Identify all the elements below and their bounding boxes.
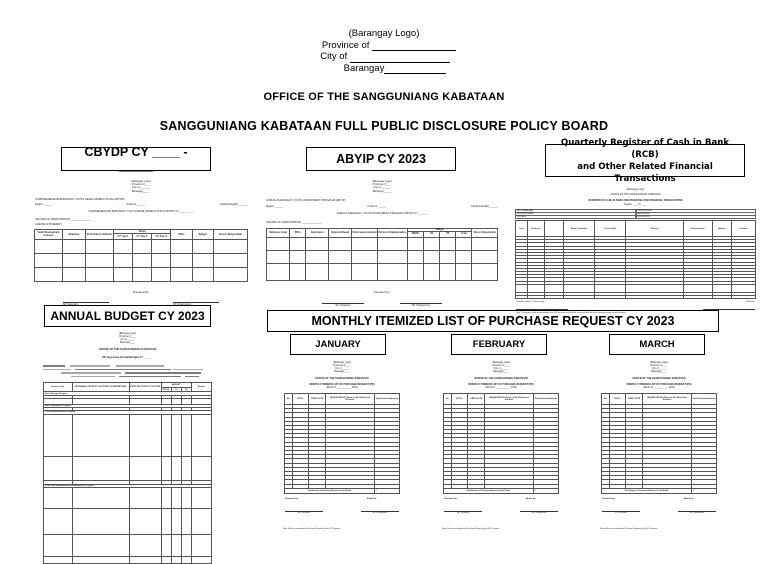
ab-col-amount: Amount <box>191 383 211 392</box>
annual-budget-table <box>43 382 212 564</box>
ab-section-youth-dev: II. SK Youth Development and Empowerment Program <box>44 484 212 487</box>
abyip-logo: (Barangay Logo) <box>372 180 392 183</box>
ab-title: SK Approved Annual Budget CY ______ <box>102 355 153 359</box>
label-abyip-text: ABYIP CY 2023 <box>336 152 426 166</box>
pr-feb-sig-treasurer: SK Treasurer <box>444 511 482 514</box>
pr-jan-barangay: Barangay____ <box>334 370 350 373</box>
abyip-province-field: Province ______ <box>367 204 387 208</box>
table-row <box>35 267 248 281</box>
abyip-sig-chairperson: SK Chairperson <box>400 303 442 307</box>
label-month-february-text: FEBRUARY <box>472 339 526 350</box>
cbydp-header-row <box>35 229 248 233</box>
abyip-col-period: Period of Implementation <box>377 228 407 237</box>
pr-feb-title: MONTHLY ITEMIZED LIST OF PURCHASE REQUEST (PR) <box>468 383 534 387</box>
cbydp-logo: (Barangay Logo) <box>131 180 151 183</box>
pr-mar-city: City of______ <box>651 367 667 370</box>
pr-mar-header-row <box>602 393 717 404</box>
ab-section-receipts: Part I. Receipts Program <box>44 392 212 395</box>
abyip-center-participation: CENTER OF PARTICIPATION ______________ <box>266 220 322 224</box>
pr-feb-office: OFFICE OF THE SANGGUNIANG KABATAAN <box>474 377 528 380</box>
cbydp-col-concern: Youth Development Concern <box>35 229 63 239</box>
pr-feb-month: (Month of ___________, 2023) <box>485 387 517 390</box>
label-abyip <box>306 147 456 171</box>
pr-january-table <box>284 393 400 494</box>
city-blank <box>350 54 450 63</box>
abyip-barangay: Barangay_____ <box>372 189 392 193</box>
abyip-col-ppas: PPAs <box>290 228 306 237</box>
rcb-col-disbursements: Disbursements <box>683 221 712 237</box>
pr-col-amount: Total Estimated Amount <box>691 393 716 404</box>
barangay-line <box>0 63 768 75</box>
ab-col-amount-group: AMOUNT <box>161 383 191 388</box>
pr-feb-sig-chairperson: SK Chairperson <box>520 511 558 514</box>
rcb-subtitle: Quarter ___ CY ____ <box>624 203 647 206</box>
rcb-field-fund: Fund/Account: <box>636 209 757 213</box>
pr-col-date: DATE OF PR <box>309 393 326 404</box>
table-row <box>267 237 498 250</box>
label-month-march-text: MARCH <box>639 339 675 350</box>
rcb-field-block <box>513 209 758 219</box>
abyip-budget-co: CO <box>424 231 440 237</box>
abyip-form-thumbnail[interactable] <box>262 176 502 307</box>
rcb-form-thumbnail[interactable] <box>513 186 758 315</box>
annual-budget-form-thumbnail[interactable] <box>39 330 216 516</box>
abyip-budget-ps: PS <box>440 231 456 237</box>
abyip-col-refcode: Reference Code <box>267 228 290 237</box>
rcb-col-balance: Balance <box>712 221 731 237</box>
table-row <box>267 263 498 280</box>
pr-feb-province: Province of____ <box>492 364 510 367</box>
ab-col-account-code: Account Code <box>44 383 73 392</box>
label-annual-budget <box>44 305 211 327</box>
pr-jan-header-row <box>285 393 400 404</box>
abyip-col-person: Person Responsible <box>472 228 498 237</box>
rcb-signature-lines <box>513 303 758 310</box>
ab-amount-co: CO <box>171 388 181 392</box>
abyip-city: City of_______ <box>373 186 391 190</box>
pr-feb-noted-by: Noted by: <box>525 497 536 500</box>
abyip-col-budget: Budget <box>407 228 472 231</box>
pr-feb-body <box>444 404 559 493</box>
cbydp-barangay: Barangay_____ <box>131 189 151 193</box>
ab-body <box>44 392 212 564</box>
rcb-body <box>516 237 756 299</box>
pr-feb-barangay: Barangay____ <box>493 370 509 373</box>
pr-jan-title: MONTHLY ITEMIZED LIST OF PURCHASE REQUEST (PR) <box>309 383 375 387</box>
rcb-field-account: Account No.: <box>636 216 757 219</box>
abyip-region: Region ______ <box>266 204 283 208</box>
cbydp-target-y1: CY Year 1 <box>113 233 132 239</box>
abyip-col-expected-result: Expected Result <box>329 228 352 237</box>
rcb-col-receipts: Receipts <box>626 221 684 237</box>
pr-mar-sig-treasurer: SK Treasurer <box>602 511 640 514</box>
pr-mar-total-label: Total Amount of Purchase Request for the Month <box>602 488 692 493</box>
pr-total-row <box>444 488 559 493</box>
barangay-logo-text: (Barangay Logo) <box>348 28 420 39</box>
ab-amount-ps: PS <box>181 388 191 392</box>
city-line <box>0 51 768 63</box>
rcb-footnote: Note: This register shall be maintained by the SK Treasurer and shall be reconciled with the bank statement every end of the month. <box>516 312 627 315</box>
pr-jan-province: Province of____ <box>333 364 351 367</box>
cbydp-col-target: Target <box>113 229 170 233</box>
label-rcb-line2: and Other Related Financial Transactions <box>577 161 713 184</box>
table-row <box>35 239 248 253</box>
pr-jan-total-value: P <box>374 488 399 493</box>
pr-march-table <box>601 393 717 494</box>
table-row <box>44 508 212 534</box>
rcb-office: OFFICE OF THE SANGGUNIANG KABATAAN <box>610 193 661 196</box>
abyip-body <box>267 237 498 280</box>
pr-col-requested-by: REQUESTED BY (Name of SK Official and Position) <box>326 393 374 404</box>
abyip-sig-treasurer: SK Treasurer <box>322 303 364 307</box>
table-row <box>44 487 212 508</box>
province-label: Province of <box>321 39 370 51</box>
pr-mar-province: Province of____ <box>650 364 668 367</box>
pr-col-requested-by: REQUESTED BY (Name of SK Official and Position) <box>643 393 691 404</box>
label-rcb-line1: Quarterly Register of Cash in Bank (RCB) <box>560 137 730 160</box>
pr-mar-body <box>602 404 717 493</box>
pr-mar-total-value: P <box>691 488 716 493</box>
rcb-col-cash-in-bank: Cash in Bank <box>595 221 626 237</box>
cbydp-province: Province of____ <box>131 183 151 187</box>
abyip-col-description: Description <box>306 228 329 237</box>
rcb-col-date: Date <box>516 221 528 237</box>
cbydp-body <box>35 239 248 281</box>
ab-amount-mooe: MOOE <box>161 388 171 392</box>
pr-total-row <box>285 488 400 493</box>
label-month-january-text: JANUARY <box>315 339 361 350</box>
abyip-table <box>266 228 498 281</box>
table-row <box>35 253 248 267</box>
pr-mar-logo: (Barangay Logo) <box>650 361 668 364</box>
cbydp-fields <box>35 203 247 206</box>
office-heading: OFFICE OF THE SANGGUNIANG KABATAAN <box>263 91 505 103</box>
table-row <box>44 414 212 456</box>
pr-mar-office: OFFICE OF THE SANGGUNIANG KABATAAN <box>632 377 686 380</box>
pr-col-prno: PR No. <box>610 393 626 404</box>
rcb-title: REGISTER OF CASH IN BANK AND OTHER RELATED FINANCIAL TRANSACTIONS <box>588 199 683 202</box>
pr-jan-body <box>285 404 400 493</box>
pr-jan-sig-treasurer: SK Treasurer <box>285 511 323 514</box>
label-month-march <box>609 334 705 355</box>
abyip-subtitle: ANNUAL BARANGAY YOUTH INVESTMENT PROGRAM (ABYIP) CY ______ <box>336 211 428 215</box>
cbydp-province-field: Province ______ <box>126 202 146 206</box>
cbydp-agenda: AGENDA STATEMENT <box>35 222 62 226</box>
rcb-col-payee <box>544 221 563 237</box>
rcb-certified-correct: Certified Correct / Prepared by: <box>516 301 545 304</box>
abyip-province: Province of____ <box>372 183 392 187</box>
pr-col-no: No. <box>285 393 293 404</box>
table-row <box>44 556 212 563</box>
abyip-fields <box>266 205 498 208</box>
monthly-pr-february-thumbnail[interactable] <box>438 358 564 530</box>
rcb-noted-by: Noted by: <box>746 301 755 304</box>
label-month-february <box>451 334 547 355</box>
cbydp-table <box>34 229 248 282</box>
cbydp-region: Region ______ <box>35 202 52 206</box>
ab-city: City of______ <box>120 338 135 341</box>
cbydp-sig-secretary: SK Secretary <box>63 302 109 306</box>
abyip-budget-mooe: MOOE <box>407 231 423 237</box>
pr-jan-sig-chairperson: SK Chairperson <box>361 511 399 514</box>
abyip-title: ANNUAL BARANGAY YOUTH INVESTMENT PROGRAM (ABYIP) <box>266 198 346 202</box>
table-row <box>44 456 212 480</box>
table-row <box>267 250 498 263</box>
pr-mar-month: (Month of ___________, 2023) <box>643 387 675 390</box>
cbydp-form-thumbnail[interactable] <box>31 176 251 306</box>
pr-jan-logo: (Barangay Logo) <box>333 361 351 364</box>
ab-section-general-admin: I. General Administration Program <box>44 411 212 414</box>
ab-col-output: EXPECTED OUTPUT / OUTCOME <box>129 383 161 392</box>
pr-col-prno: PR No. <box>293 393 309 404</box>
cbydp-col-ppas: PPAs <box>171 229 192 239</box>
ab-office: OFFICE OF THE SANGGUNIANG KABATAAN <box>98 348 157 352</box>
province-line <box>0 40 768 52</box>
abyip-prepared-by: Prepared by: <box>373 289 390 294</box>
pr-feb-footnote: Note: Refer to accomplished Purchase Request by the SK Treasurer. <box>442 527 500 530</box>
pr-col-no: No. <box>444 393 452 404</box>
pr-jan-city: City of______ <box>334 367 350 370</box>
rcb-field-province: Province: <box>515 216 636 219</box>
pr-mar-sig-chairperson: SK Chairperson <box>678 511 716 514</box>
pr-feb-prepared-by: Prepared by: <box>444 497 458 500</box>
masthead <box>0 28 768 74</box>
abyip-signatories <box>262 303 502 307</box>
ab-logo: (Barangay Logo) <box>118 333 137 335</box>
label-monthly-pr-text: MONTHLY ITEMIZED LIST OF PURCHASE REQUEST CY 2023 <box>311 314 675 328</box>
pr-jan-total-label: Total Amount of Purchase Request for the Month <box>285 488 375 493</box>
cbydp-sig-chairperson: SK Chairperson <box>173 302 219 306</box>
province-blank <box>372 42 456 51</box>
rcb-field-barangay: SK of Barangay: <box>515 209 636 213</box>
cbydp-target-y2: CY Year 2 <box>132 233 151 239</box>
policy-board-heading: SANGGUNIANG KABATAAN FULL PUBLIC DISCLOSURE POLICY BOARD <box>159 119 609 133</box>
pr-col-requested-by: REQUESTED BY (Name of SK Official and Position) <box>485 393 533 404</box>
cbydp-col-indicator: Performance Indicator <box>86 229 114 239</box>
pr-jan-noted-by: Noted by: <box>366 497 377 500</box>
pr-col-no: No. <box>602 393 610 404</box>
pr-jan-footnote: Note: Refer to accomplished Purchase Request by the SK Treasurer. <box>283 527 341 530</box>
label-cbydp <box>61 147 211 171</box>
cbydp-center-participation: CENTER OF PARTICIPATION ______________ <box>35 217 91 221</box>
cbydp-city-field: City/Municipality ______ <box>219 202 247 206</box>
pr-col-amount: Total Estimated Amount <box>533 393 558 404</box>
ab-barangay: Barangay____ <box>120 341 135 344</box>
pr-feb-total-label: Total Amount of Purchase Request for the Month <box>444 488 534 493</box>
rcb-col-reference: Reference <box>528 221 545 237</box>
cbydp-signatories <box>31 302 251 306</box>
cbydp-col-person: Person Responsible <box>213 229 247 239</box>
table-row <box>44 534 212 556</box>
pr-col-amount: Total Estimated Amount <box>374 393 399 404</box>
pr-feb-header-row <box>444 393 559 404</box>
city-label: City of <box>320 51 348 62</box>
cbydp-city: City of_______ <box>132 186 150 190</box>
cbydp-col-budget: Budget <box>192 229 213 239</box>
pr-jan-month: (Month of ___________, 2023) <box>326 387 358 390</box>
cbydp-title: COMPREHENSIVE BARANGAY YOUTH DEVELOPMENT PLAN (CBYDP) <box>35 197 125 201</box>
label-annual-budget-text: ANNUAL BUDGET CY 2023 <box>50 309 205 323</box>
pr-mar-footnote: Note: Refer to accomplished Purchase Request by the SK Treasurer. <box>600 527 658 530</box>
abyip-col-indicator: Performance Indicator <box>352 228 377 237</box>
rcb-logo: (Barangay Logo) <box>626 188 645 191</box>
pr-mar-noted-by: Noted by: <box>683 497 694 500</box>
pr-feb-city: City of______ <box>493 367 509 370</box>
abyip-budget-total: Total <box>456 231 472 237</box>
pr-feb-logo: (Barangay Logo) <box>492 361 510 364</box>
label-month-january <box>290 334 386 355</box>
monthly-pr-january-thumbnail[interactable] <box>279 358 405 530</box>
abyip-city-field: City/Municipality ______ <box>470 204 498 208</box>
monthly-pr-march-thumbnail[interactable] <box>596 358 722 530</box>
rcb-field-bank: Bank Name: <box>636 213 757 216</box>
rcb-field-city: City/Municipality: <box>515 213 636 216</box>
label-cbydp-text: CBYDP CY ____ - _____ <box>84 145 188 173</box>
ab-col-ppas: PROGRAMS / PROJECTS / ACTIVITIES / EXPENSE ITEMS <box>72 383 129 392</box>
rcb-col-particulars: Name / Particulars <box>563 221 594 237</box>
cbydp-col-objective: Objective <box>62 229 85 239</box>
pr-mar-barangay: Barangay____ <box>651 370 667 373</box>
label-rcb <box>545 137 745 184</box>
barangay-blank <box>384 65 446 74</box>
rcb-col-remarks: Remarks <box>731 221 755 237</box>
pr-february-table <box>443 393 559 494</box>
pr-jan-prepared-by: Prepared by: <box>285 497 299 500</box>
ab-section-expenditure: Part II. Expenditure Program <box>44 404 212 407</box>
pr-col-date: DATE OF PR <box>468 393 485 404</box>
cbydp-target-y3: CY Year 3 <box>152 233 171 239</box>
barangay-label: Barangay <box>343 62 385 74</box>
pr-feb-total-value: P <box>533 488 558 493</box>
pr-col-prno: PR No. <box>452 393 468 404</box>
pr-mar-title: MONTHLY ITEMIZED LIST OF PURCHASE REQUEST (PR) <box>626 383 692 387</box>
pr-col-date: DATE OF PR <box>626 393 643 404</box>
pr-mar-prepared-by: Prepared by: <box>602 497 616 500</box>
rcb-header-row <box>516 221 756 237</box>
ab-preamble <box>43 365 212 379</box>
rcb-table <box>515 220 756 299</box>
table-row <box>516 284 756 292</box>
ab-province: Province of____ <box>119 335 136 338</box>
pr-total-row <box>602 488 717 493</box>
pr-jan-office: OFFICE OF THE SANGGUNIANG KABATAAN <box>315 377 369 380</box>
cbydp-subtitle: COMPREHENSIVE BARANGAY YOUTH DEVELOPMENT PLAN (CBYDP) CY ____ - ____ <box>88 209 194 213</box>
cbydp-prepared-by: Prepared by: <box>132 289 149 294</box>
